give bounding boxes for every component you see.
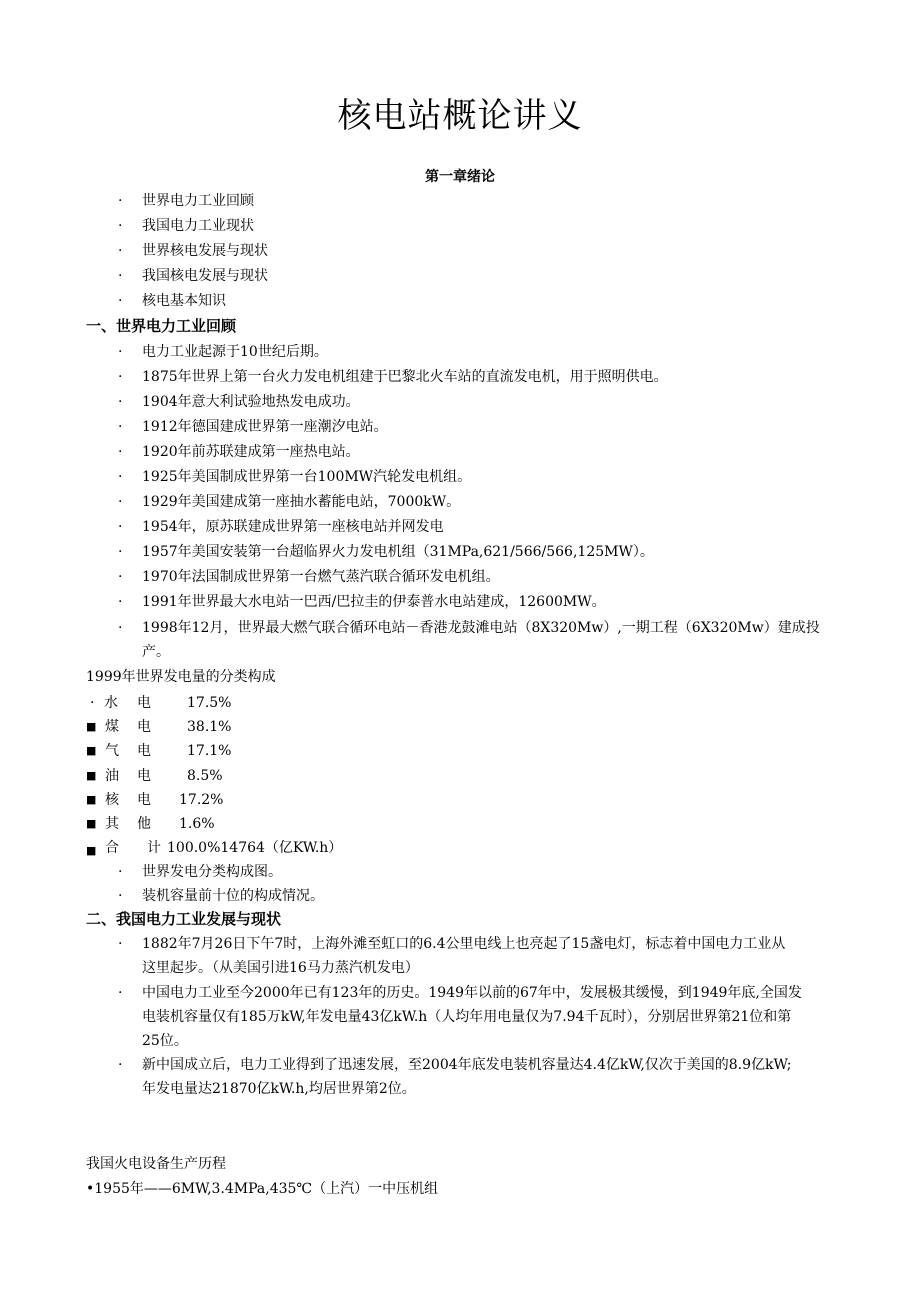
mix-suffix: 电 [137,695,151,711]
bullet-icon: · [118,594,123,610]
list-item: 1970年法国制成世界第一台燃气蒸汽联合循环发电机组。 [142,569,500,585]
mix-value: 17.1% [187,743,232,759]
list-item: 1957年美国安装第一台超临界火力发电机组（31MPa,621/566/566,125MW）。 [142,544,654,560]
section1-heading: 一、世界电力工业回顾 [86,317,237,335]
bullet-icon: · [118,293,123,309]
bullet-icon: · [118,243,123,259]
bullet-icon: · [118,419,123,435]
bullet-icon: · [118,1057,123,1073]
bullet-icon: · [118,193,123,209]
bullet-icon: · [118,444,123,460]
bullet-icon: · [118,620,123,636]
list-item: 1998年12月，世界最大燃气联合循环电站－香港龙鼓滩电站（8X320Mw）,一期工程（6X320Mw）建成投 [142,620,820,636]
paragraph-line: 电装机容量仅有185万kW,年发电量43亿kW.h（人均年用电量仅为7.94千瓦时），分别居世界第21位和第 [142,1009,792,1025]
bullet-icon: · [118,344,123,360]
outline-item: 世界核电发展与现状 [142,243,268,259]
bullet-icon: · [118,544,123,560]
list-item: 电力工业起源于10世纪后期。 [142,344,328,360]
bullet-icon: · [118,864,123,880]
mix-suffix: 电 [137,743,151,759]
paragraph-line: 中国电力工业至今2000年已有123年的历史。1949年以前的67年中，发展极其缓慢，到1949年底,全国发 [142,985,802,1001]
mix-name: 核 [105,792,119,808]
list-item: 装机容量前十位的构成情况。 [142,888,324,904]
mix-total-name: 合 [105,840,119,856]
outline-item: 核电基本知识 [142,293,226,309]
bullet-icon: · [118,268,123,284]
square-bullet-icon: ■ [86,744,97,757]
history-heading: 我国火电设备生产历程 [86,1156,226,1172]
list-item: 1925年美国制成世界第一台100MW汽轮发电机组。 [142,469,472,485]
paragraph-line: 25位。 [142,1033,188,1049]
list-item: 1929年美国建成第一座抽水蓄能电站，7000kW。 [142,494,461,510]
square-bullet-icon: ■ [86,769,97,782]
mix-name: 水 [104,695,118,711]
paragraph-line: 年发电量达21870亿kW.h,均居世界第2位。 [142,1081,416,1097]
mix-suffix: 电 [137,792,151,808]
bullet-icon: · [118,519,123,535]
square-bullet-icon: ■ [86,720,97,733]
mix-total-value: 100.0%14764（亿KW.h） [167,840,343,856]
bullet-icon: · [118,494,123,510]
mix-name: 煤 [105,719,119,735]
mix-suffix: 电 [137,768,151,784]
paragraph-line: 1882年7月26日下午7时，上海外滩至虹口的6.4公里电线上也亮起了15盏电灯，标志着中国电力工业从 [142,936,786,952]
bullet-icon: · [118,936,123,952]
chapter-heading: 第一章绪论 [425,169,495,185]
mix-value: 38.1% [187,719,232,735]
bullet-icon: · [118,985,123,1001]
mix-suffix: 电 [137,719,151,735]
bullet-icon: · [118,218,123,234]
outline-item: 我国核电发展与现状 [142,268,268,284]
list-item: 1920年前苏联建成第一座热电站。 [142,444,360,460]
list-item: 世界发电分类构成图。 [142,864,282,880]
square-bullet-icon: ■ [86,844,97,857]
section2-heading: 二、我国电力工业发展与现状 [86,910,282,928]
history-item: •1955年——6MW,3.4MPa,435℃（上汽）一中压机组 [86,1181,439,1197]
bullet-icon: · [118,469,123,485]
bullet-icon: · [90,695,95,711]
bullet-icon: · [118,369,123,385]
mix-name: 油 [105,768,119,784]
mix-name: 气 [105,743,119,759]
mix-value: 17.5% [187,695,232,711]
mix-heading: 1999年世界发电量的分类构成 [86,669,276,685]
mix-value: 8.5% [187,768,223,784]
mix-total-suffix: 计 [147,840,161,856]
document-title: 核电站概论讲义 [337,96,583,136]
list-item: 1904年意大利试验地热发电成功。 [142,394,360,410]
square-bullet-icon: ■ [86,793,97,806]
outline-item: 世界电力工业回顾 [142,193,254,209]
outline-item: 我国电力工业现状 [142,218,254,234]
list-item: 1875年世界上第一台火力发电机组建于巴黎北火车站的直流发电机，用于照明供电。 [142,369,668,385]
paragraph-line: 这里起步。（从美国引进16马力蒸汽机发电） [142,960,419,976]
list-item: 1912年德国建成世界第一座潮汐电站。 [142,419,388,435]
bullet-icon: · [118,394,123,410]
mix-value: 1.6% [179,816,215,832]
mix-value: 17.2% [179,792,224,808]
bullet-icon: · [118,569,123,585]
bullet-icon: · [118,888,123,904]
list-item: 1991年世界最大水电站一巴西/巴拉圭的伊泰普水电站建成，12600MW。 [142,594,606,610]
list-item: 1954年，原苏联建成世界第一座核电站并网发电 [142,519,444,535]
paragraph-line: 新中国成立后，电力工业得到了迅速发展，至2004年底发电装机容量达4.4亿kW,仅次于美国的8.9亿kW; [142,1057,792,1073]
square-bullet-icon: ■ [86,817,97,830]
mix-name: 其 [105,816,119,832]
mix-suffix: 他 [137,816,151,832]
list-item-continuation: 产。 [142,644,170,660]
